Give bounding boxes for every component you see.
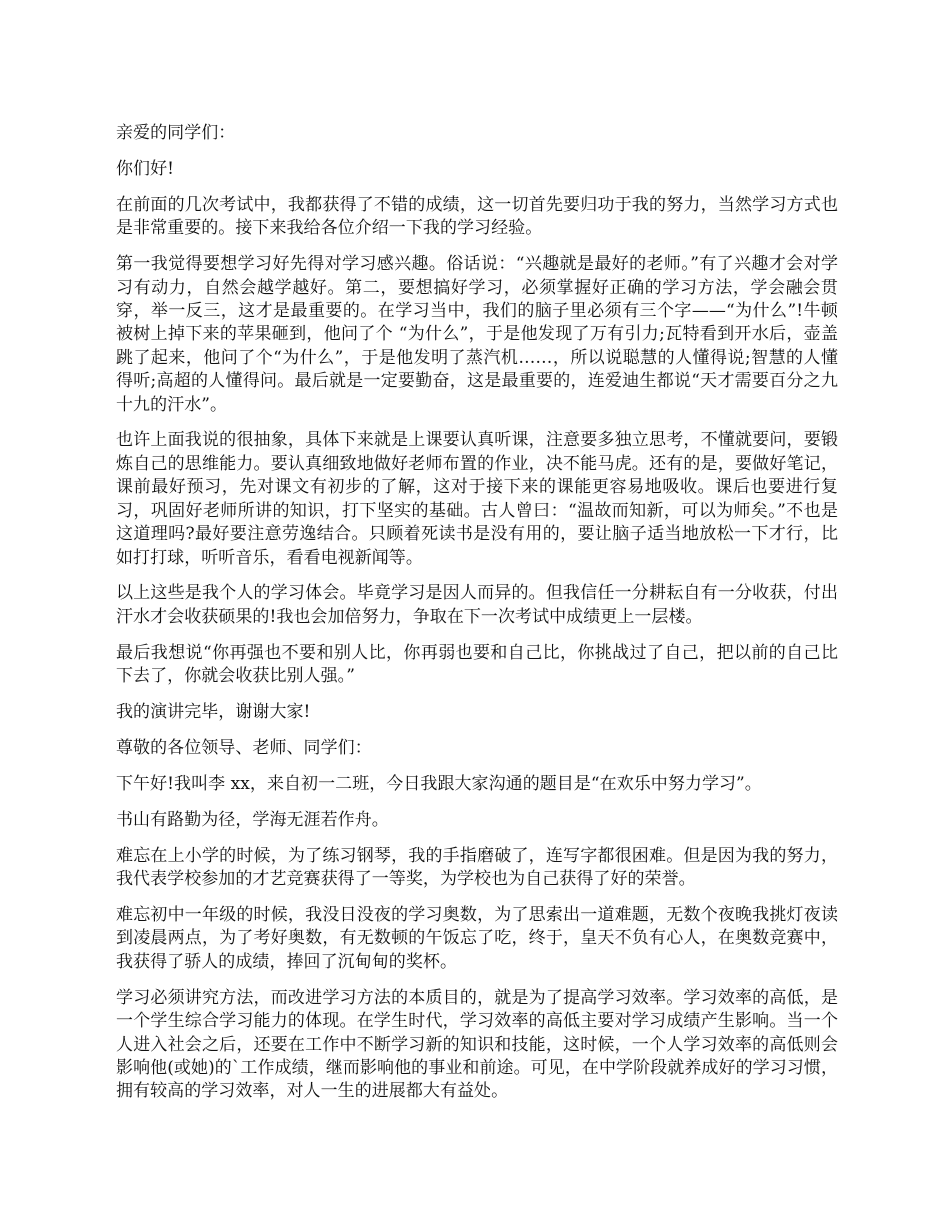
paragraph-olympiad: 难忘初中一年级的时候，我没日没夜的学习奥数，为了思索出一道难题，无数个夜晚我挑灯夜读到凌晨两点，为了考好奥数，有无数顿的午饭忘了吃，终于，皇天不负有心人，在奥数竞赛中，我获得了骄人的成绩，捧回了沉甸甸的奖杯。 bbox=[116, 904, 838, 972]
paragraph-self-intro: 下午好!我叫李 xx，来自初一二班，今日我跟大家沟通的题目是“在欢乐中努力学习”。 bbox=[116, 773, 762, 794]
paragraph-closing: 我的演讲完毕，谢谢大家! bbox=[116, 702, 311, 723]
document-page bbox=[116, 122, 838, 1116]
paragraph-intro: 在前面的几次考试中，我都获得了不错的成绩，这一切首先要归功于我的努力，当然学习方式也是非常重要的。接下来我给各位介绍一下我的学习经验。 bbox=[116, 194, 838, 239]
greeting-leaders: 尊敬的各位领导、老师、同学们： bbox=[116, 737, 372, 758]
paragraph-reflection: 以上这些是我个人的学习体会。毕竟学习是因人而异的。但我信任一分耕耘自有一分收获，付出汗水才会收获硕果的!我也会加倍努力，争取在下一次考试中成绩更上一层楼。 bbox=[116, 583, 838, 627]
paragraph-efficiency: 学习必须讲究方法，而改进学习方法的本质目的，就是为了提高学习效率。学习效率的高低，是一个学生综合学习能力的体现。在学生时代，学习效率的高低主要对学习成绩产生影响。当一个人进入社会之后，还要在工作中不断学习新的知识和技能，这时候，一个人学习效率的高低则会影响他(或她)的`工作成绩，继而影响他的事业和前途。可见，在中学阶段就养成好的学习习惯，拥有较高的学习效率，对人一生的进展都大有益处。 bbox=[116, 987, 838, 1102]
paragraph-study-habits: 也许上面我说的很抽象，具体下来就是上课要认真听课，注意要多独立思考，不懂就要问，要锻炼自己的思维能力。要认真细致地做好老师布置的作业，决不能马虎。还有的是，要做好笔记，课前最好预习，先对课文有初步的了解，这对于接下来的课能更容易地吸收。课后也要进行复习，巩固好老师所讲的知识，打下坚实的基础。古人曾曰：“温故而知新，可以为师矣。”不也是这道理吗?最好要注意劳逸结合。只顾着死读书是没有用的，要让脑子适当地放松一下才行，比如打打球，听听音乐，看看电视新闻等。 bbox=[116, 430, 838, 568]
paragraph-interest-method: 第一我觉得要想学习好先得对学习感兴趣。俗话说：“兴趣就是最好的老师。”有了兴趣才会对学习有动力，自然会越学越好。第二，要想搞好学习，必须掌握好正确的学习方法，学会融会贯穿，举一反三，这才是最重要的。在学习当中，我们的脑子里必须有三个字——“为什么”!牛顿被树上掉下来的苹果砸到，他问了个 “为什么”，于是他发现了万有引力;瓦特看到开水后，壶盖跳了起来，他问了个“为什么”，于是他发明了蒸汽机……，所以说聪慧的人懂得说;智慧的人懂得听;高超的人懂得问。最后就是一定要勤奋，这是最重要的，连爱迪生都说“天才需要百分之九十九的汗水”。 bbox=[116, 254, 838, 415]
greeting-students: 亲爱的同学们： bbox=[116, 123, 236, 143]
paragraph-final-words: 最后我想说“你再强也不要和别人比，你再弱也要和自己比，你挑战过了自己，把以前的自己比下去了，你就会收获比别人强。” bbox=[116, 642, 838, 687]
greeting-hello: 你们好! bbox=[116, 158, 175, 179]
paragraph-piano: 难忘在上小学的时候，为了练习钢琴，我的手指磨破了，连写字都很困难。但是因为我的努力，我代表学校参加的才艺竞赛获得了一等奖，为学校也为自己获得了好的荣誉。 bbox=[116, 845, 838, 890]
paragraph-proverb: 书山有路勤为径，学海无涯若作舟。 bbox=[116, 809, 389, 830]
